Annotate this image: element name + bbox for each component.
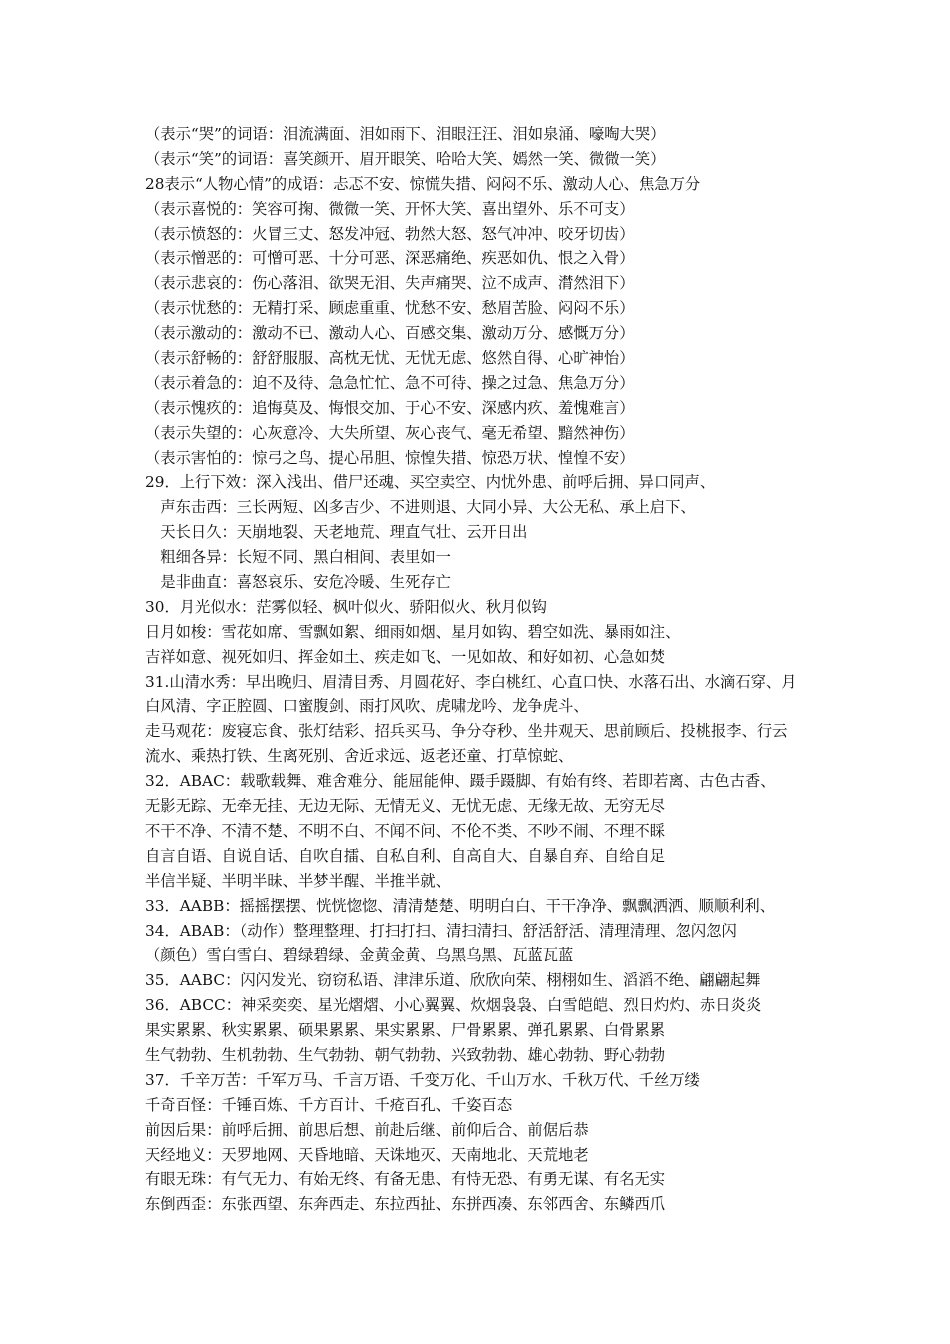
text-line: 31.山清水秀：早出晚归、眉清目秀、月圆花好、李白桃红、心直口快、水落石出、水滴石穿、月 [145, 672, 797, 691]
text-line: （表示着急的：迫不及待、急急忙忙、急不可待、操之过急、焦急万分） [145, 373, 635, 392]
text-line: （表示愤怒的：火冒三丈、怒发冲冠、勃然大怒、怒气冲冲、咬牙切齿） [145, 224, 635, 243]
text-line: 自言自语、自说自话、自吹自擂、自私自利、自高自大、自暴自弃、自给自足 [145, 846, 666, 865]
text-line: （表示喜悦的：笑容可掬、微微一笑、开怀大笑、喜出望外、乐不可支） [145, 199, 635, 218]
text-line: 果实累累、秋实累累、硕果累累、果实累累、尸骨累累、弹孔累累、白骨累累 [145, 1021, 666, 1040]
text-body [145, 122, 825, 1217]
text-line: 白风清、字正腔圆、口蜜腹剑、雨打风吹、虎啸龙吟、龙争虎斗、 [145, 697, 589, 716]
text-line: 天经地义：天罗地网、天昏地暗、天诛地灭、天南地北、天荒地老 [145, 1145, 589, 1164]
text-line: 半信半疑、半明半昧、半梦半醒、半推半就、 [145, 871, 451, 890]
text-line: 33．AABB：摇摇摆摆、恍恍惚惚、清清楚楚、明明白白、干干净净、飘飘洒洒、顺顺利利、 [145, 896, 776, 915]
text-line: 粗细各异：长短不同、黑白相间、表里如一 [145, 548, 451, 567]
text-line: （表示舒畅的：舒舒服服、高枕无忧、无忧无虑、悠然自得、心旷神怡） [145, 349, 635, 368]
text-line: 天长日久：天崩地裂、天老地荒、理直气壮、云开日出 [145, 523, 528, 542]
text-line: 生气勃勃、生机勃勃、生气勃勃、朝气勃勃、兴致勃勃、雄心勃勃、野心勃勃 [145, 1045, 666, 1064]
text-line: （表示“笑”的词语：喜笑颜开、眉开眼笑、哈哈大笑、嫣然一笑、微微一笑） [145, 149, 666, 168]
text-line: （颜色）雪白雪白、碧绿碧绿、金黄金黄、乌黑乌黑、瓦蓝瓦蓝 [145, 946, 574, 965]
text-line: 37．千辛万苦：千军万马、千言万语、千变万化、千山万水、千秋万代、千丝万缕 [145, 1070, 700, 1089]
text-line: 34．ABAB：（动作）整理整理、打扫打扫、清扫清扫、舒活舒活、清理清理、忽闪忽闪 [145, 921, 737, 940]
text-line: 无影无踪、无牵无挂、无边无际、无情无义、无忧无虑、无缘无故、无穷无尽 [145, 797, 666, 816]
text-line: （表示害怕的：惊弓之鸟、提心吊胆、惊惶失措、惊恐万状、惶惶不安） [145, 448, 635, 467]
text-line: 吉祥如意、视死如归、挥金如土、疾走如飞、一见如故、和好如初、心急如焚 [145, 647, 666, 666]
text-line: 日月如梭：雪花如席、雪飘如絮、细雨如烟、星月如钩、碧空如洗、暴雨如注、 [145, 622, 681, 641]
text-line: （表示忧愁的：无精打采、顾虑重重、忧愁不安、愁眉苦脸、闷闷不乐） [145, 299, 635, 318]
text-line: （表示失望的：心灰意冷、大失所望、灰心丧气、毫无希望、黯然神伤） [145, 423, 635, 442]
text-line: 29．上行下效：深入浅出、借尸还魂、买空卖空、内忧外患、前呼后拥、异口同声、 [145, 473, 716, 492]
text-line: 千奇百怪：千锤百炼、千方百计、千疮百孔、千姿百态 [145, 1095, 513, 1114]
text-line: 东倒西歪：东张西望、东奔西走、东拉西扯、东拼西凑、东邻西舍、东鳞西爪 [145, 1195, 666, 1214]
text-line: 流水、乘热打铁、生离死别、舍近求远、返老还童、打草惊蛇、 [145, 747, 574, 766]
text-line: 前因后果：前呼后拥、前思后想、前赴后继、前仰后合、前倨后恭 [145, 1120, 589, 1139]
text-line: 28表示“人物心情”的成语：忐忑不安、惊慌失措、闷闷不乐、激动人心、焦急万分 [145, 174, 701, 193]
text-line: 32．ABAC：载歌载舞、难舍难分、能屈能伸、蹑手蹑脚、有始有终、若即若离、古色古香、 [145, 772, 776, 791]
text-line: 是非曲直：喜怒哀乐、安危冷暖、生死存亡 [145, 573, 451, 592]
text-line: （表示愧疚的：追悔莫及、悔恨交加、于心不安、深感内疚、羞愧难言） [145, 398, 635, 417]
text-line: （表示激动的：激动不已、激动人心、百感交集、激动万分、感慨万分） [145, 324, 635, 343]
text-line: 走马观花：废寝忘食、张灯结彩、招兵买马、争分夺秒、坐井观天、思前顾后、投桃报李、行云 [145, 722, 788, 741]
text-line: 有眼无珠：有气无力、有始无终、有备无患、有恃无恐、有勇无谋、有名无实 [145, 1170, 666, 1189]
text-line: 不干不净、不清不楚、不明不白、不闻不问、不伦不类、不吵不闹、不理不睬 [145, 821, 666, 840]
text-line: （表示悲哀的：伤心落泪、欲哭无泪、失声痛哭、泣不成声、潸然泪下） [145, 274, 635, 293]
text-line: （表示憎恶的：可憎可恶、十分可恶、深恶痛绝、疾恶如仇、恨之入骨） [145, 249, 635, 268]
text-line: 30．月光似水：茫雾似轻、枫叶似火、骄阳似火、秋月似钩 [145, 597, 547, 616]
text-line: 35．AABC：闪闪发光、窃窃私语、津津乐道、欣欣向荣、栩栩如生、滔滔不绝、翩翩起舞 [145, 971, 761, 990]
text-line: （表示“哭”的词语：泪流满面、泪如雨下、泪眼汪汪、泪如泉涌、嚎啕大哭） [145, 125, 666, 143]
text-line: 36．ABCC：神采奕奕、星光熠熠、小心翼翼、炊烟袅袅、白雪皑皑、烈日灼灼、赤日炎炎 [145, 996, 762, 1015]
text-line: 声东击西：三长两短、凶多吉少、不进则退、大同小异、大公无私、承上启下、 [145, 498, 696, 517]
